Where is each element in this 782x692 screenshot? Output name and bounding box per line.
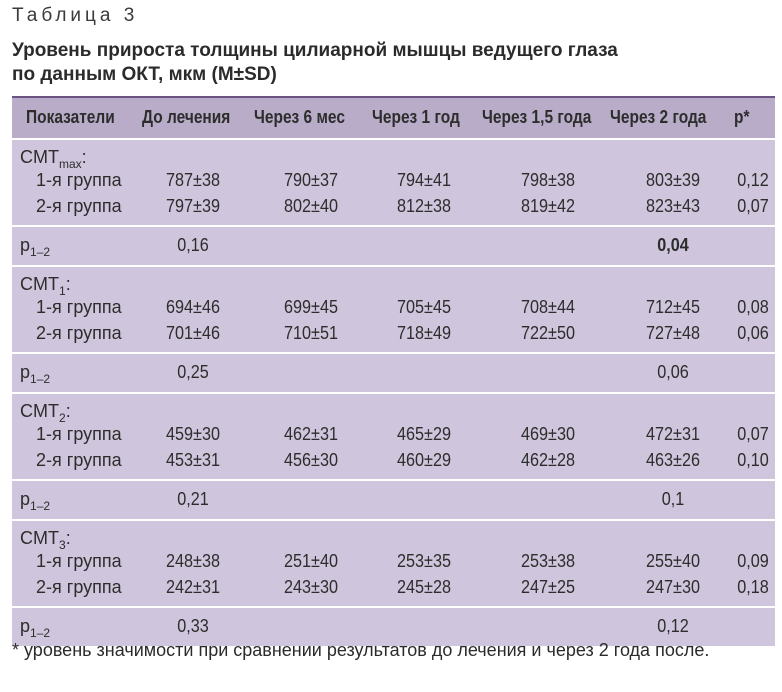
p-label-subscript: 1–2 <box>30 245 51 259</box>
table-cell: 253±35 <box>397 551 451 571</box>
table-cell: 790±37 <box>284 170 338 190</box>
p-before-value: 0,25 <box>177 362 209 382</box>
table-cell: 802±40 <box>284 196 338 216</box>
row-label: 1-я группа <box>36 424 122 444</box>
table-cell: 819±42 <box>521 196 575 216</box>
group-label-subscript: 2 <box>59 411 66 425</box>
group-label-suffix: : <box>65 274 71 294</box>
p-label-main: p <box>20 616 31 636</box>
header-p: p* <box>734 107 750 127</box>
table-cell: 251±40 <box>284 551 338 571</box>
table-cell: 718±49 <box>397 323 451 343</box>
p-label <box>20 235 51 259</box>
header-2y: Через 2 года <box>610 107 707 127</box>
table-cell: 722±50 <box>521 323 575 343</box>
table-cell: 710±51 <box>284 323 338 343</box>
group-label <box>20 401 71 425</box>
group-block <box>12 265 775 352</box>
table-title <box>12 39 618 87</box>
table-cell: 242±31 <box>166 577 220 597</box>
row-label: 2-я группа <box>36 577 122 597</box>
table-cell: 469±30 <box>521 424 575 444</box>
table-cell: 794±41 <box>397 170 451 190</box>
table-cell: 712±45 <box>646 297 700 317</box>
table-cell: 253±38 <box>521 551 575 571</box>
group-label-main: CMT <box>20 274 59 294</box>
group-block <box>12 519 775 606</box>
table-cell: 0,08 <box>737 297 769 317</box>
table-cell: 803±39 <box>646 170 700 190</box>
p-value-row <box>12 225 775 265</box>
table-cell: 0,09 <box>737 551 769 571</box>
row-label: 2-я группа <box>36 323 122 343</box>
table-cell: 460±29 <box>397 450 451 470</box>
title-line-2: по данным ОКТ, мкм (M±SD) <box>12 64 277 85</box>
p-label-subscript: 1–2 <box>30 626 51 640</box>
group-label-subscript: 1 <box>59 284 66 298</box>
header-1y: Через 1 год <box>372 107 460 127</box>
table-cell: 787±38 <box>166 170 220 190</box>
p-before-value: 0,21 <box>177 489 209 509</box>
header-indicators: Показатели <box>26 107 115 127</box>
group-label-main: CMT <box>20 147 59 167</box>
table-caption: Таблица 3 <box>12 5 139 26</box>
table-cell: 465±29 <box>397 424 451 444</box>
p-after-value: 0,04 <box>657 235 689 255</box>
p-after-value: 0,1 <box>661 489 685 509</box>
table-cell: 823±43 <box>646 196 700 216</box>
row-label: 1-я группа <box>36 297 122 317</box>
table-cell: 0,12 <box>737 170 769 190</box>
group-label-suffix: : <box>65 401 71 421</box>
p-label-main: p <box>20 235 31 255</box>
table-cell: 462±28 <box>521 450 575 470</box>
title-line-1: Уровень прироста толщины цилиарной мышцы ведущего глаза <box>12 40 618 61</box>
table-cell: 708±44 <box>521 297 575 317</box>
table-cell: 0,10 <box>737 450 769 470</box>
table-cell: 245±28 <box>397 577 451 597</box>
group-label <box>20 147 87 171</box>
row-label: 1-я группа <box>36 170 122 190</box>
p-label-main: p <box>20 362 31 382</box>
p-value-row <box>12 479 775 519</box>
table-cell: 243±30 <box>284 577 338 597</box>
p-label-subscript: 1–2 <box>30 499 51 513</box>
table-cell: 0,07 <box>737 196 769 216</box>
p-label-subscript: 1–2 <box>30 372 51 386</box>
table-cell: 701±46 <box>166 323 220 343</box>
table-cell: 0,07 <box>737 424 769 444</box>
row-label: 2-я группа <box>36 450 122 470</box>
footnote: * уровень значимости при сравнении результатов до лечения и через 2 года после. <box>12 640 710 660</box>
data-table <box>12 96 775 646</box>
table-cell: 255±40 <box>646 551 700 571</box>
p-before-value: 0,16 <box>177 235 209 255</box>
table-cell: 0,18 <box>737 577 769 597</box>
table-cell: 453±31 <box>166 450 220 470</box>
table-cell: 462±31 <box>284 424 338 444</box>
group-block <box>12 392 775 479</box>
p-label <box>20 616 51 640</box>
row-label: 2-я группа <box>36 196 122 216</box>
table-cell: 694±46 <box>166 297 220 317</box>
table-cell: 472±31 <box>646 424 700 444</box>
table-cell: 456±30 <box>284 450 338 470</box>
table-cell: 727±48 <box>646 323 700 343</box>
group-label-subscript: 3 <box>59 538 66 552</box>
table-cell: 459±30 <box>166 424 220 444</box>
table-cell: 812±38 <box>397 196 451 216</box>
table-cell: 247±30 <box>646 577 700 597</box>
group-label-suffix: : <box>65 528 71 548</box>
header-6m: Через 6 мес <box>254 107 345 127</box>
header-1-5y: Через 1,5 года <box>482 107 592 127</box>
p-label <box>20 489 51 513</box>
row-label: 1-я группа <box>36 551 122 571</box>
table-cell: 248±38 <box>166 551 220 571</box>
header-before: До лечения <box>142 107 231 127</box>
group-label-subscript: max <box>59 157 82 171</box>
p-after-value: 0,12 <box>657 616 689 636</box>
group-label-main: CMT <box>20 401 59 421</box>
table-cell: 705±45 <box>397 297 451 317</box>
p-before-value: 0,33 <box>177 616 209 636</box>
p-label-main: p <box>20 489 31 509</box>
table-header-row <box>12 98 775 138</box>
table-cell: 797±39 <box>166 196 220 216</box>
group-label-suffix: : <box>81 147 87 167</box>
table-cell: 463±26 <box>646 450 700 470</box>
p-label <box>20 362 51 386</box>
table-cell: 798±38 <box>521 170 575 190</box>
p-after-value: 0,06 <box>657 362 689 382</box>
p-value-row <box>12 352 775 392</box>
table-cell: 247±25 <box>521 577 575 597</box>
group-label <box>20 274 71 298</box>
group-block <box>12 138 775 225</box>
group-label <box>20 528 71 552</box>
table-cell: 699±45 <box>284 297 338 317</box>
group-label-main: CMT <box>20 528 59 548</box>
table-cell: 0,06 <box>737 323 769 343</box>
